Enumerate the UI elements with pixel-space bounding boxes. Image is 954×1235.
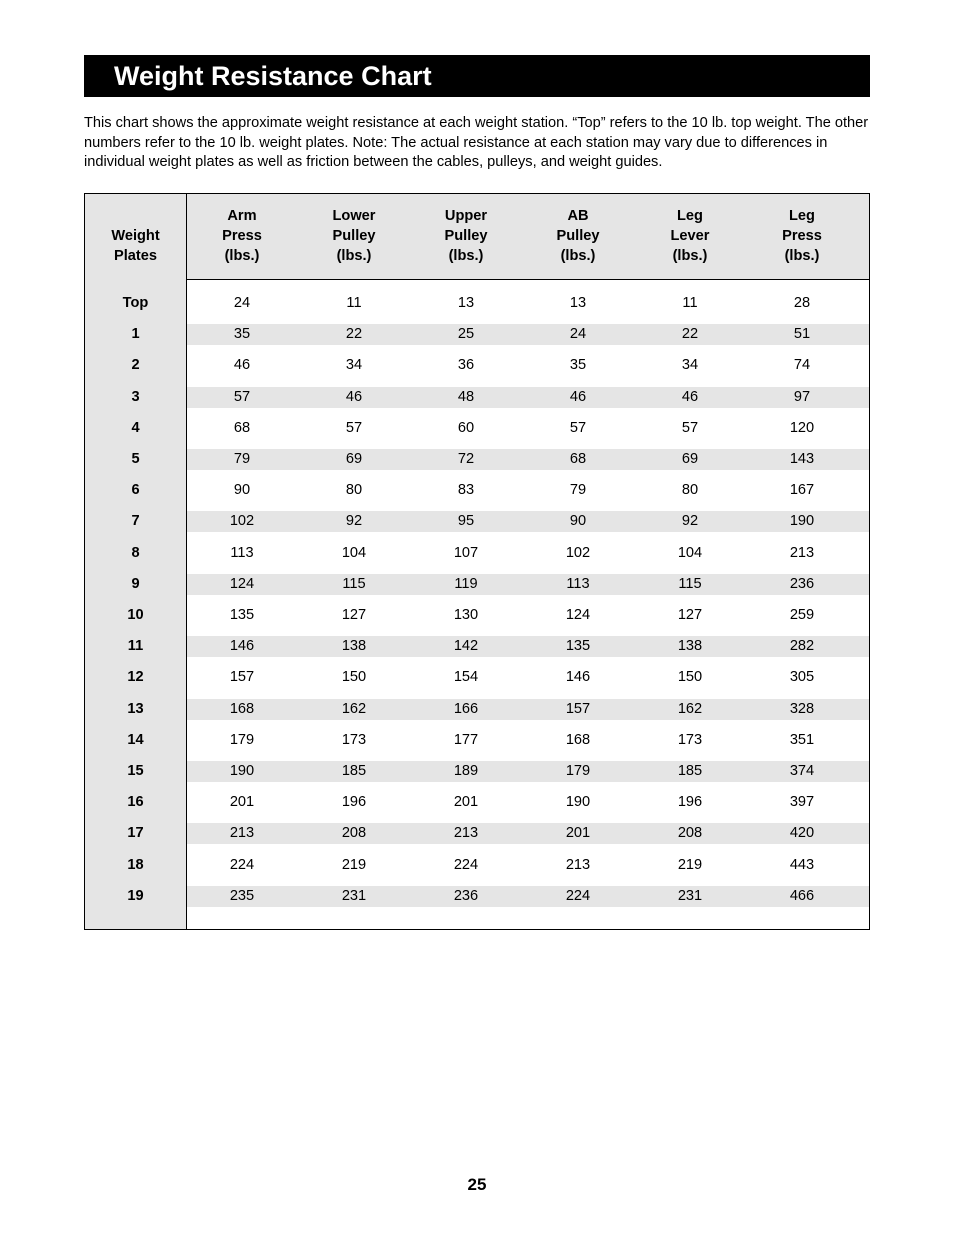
resistance-value: 213 bbox=[453, 825, 479, 841]
page-number: 25 bbox=[467, 1175, 487, 1194]
resistance-value: 374 bbox=[789, 763, 815, 779]
resistance-value: 224 bbox=[229, 857, 255, 873]
resistance-value: 236 bbox=[453, 888, 479, 904]
resistance-value: 115 bbox=[678, 576, 702, 592]
weight-plate-label: Top bbox=[122, 295, 149, 311]
resistance-value: 157 bbox=[229, 669, 255, 685]
column-header: Upper Pulley (lbs.) bbox=[444, 208, 488, 264]
resistance-value: 80 bbox=[345, 482, 363, 498]
resistance-value: 72 bbox=[457, 451, 475, 467]
table-row bbox=[85, 730, 869, 751]
resistance-value: 190 bbox=[789, 513, 815, 529]
resistance-value: 60 bbox=[457, 420, 475, 436]
weight-plate-label: 19 bbox=[127, 888, 144, 904]
table-row bbox=[85, 418, 869, 439]
table-row bbox=[85, 355, 869, 376]
resistance-value: 201 bbox=[453, 794, 479, 810]
weight-plate-label: 3 bbox=[131, 389, 140, 405]
resistance-value: 127 bbox=[341, 607, 367, 623]
table-row bbox=[85, 449, 869, 470]
resistance-value: 90 bbox=[569, 513, 587, 529]
resistance-value: 22 bbox=[681, 326, 699, 342]
table-row bbox=[85, 543, 869, 564]
resistance-value: 135 bbox=[565, 638, 591, 654]
resistance-value: 79 bbox=[569, 482, 587, 498]
resistance-value: 79 bbox=[233, 451, 251, 467]
resistance-value: 190 bbox=[565, 794, 591, 810]
resistance-value: 107 bbox=[453, 545, 479, 561]
resistance-value: 46 bbox=[345, 389, 363, 405]
resistance-value: 57 bbox=[569, 420, 587, 436]
resistance-value: 213 bbox=[789, 545, 815, 561]
resistance-value: 351 bbox=[789, 732, 815, 748]
weight-plate-label: 9 bbox=[131, 576, 140, 592]
table-row bbox=[85, 855, 869, 876]
resistance-value: 162 bbox=[341, 701, 367, 717]
resistance-value: 46 bbox=[233, 357, 251, 373]
resistance-value: 69 bbox=[681, 451, 699, 467]
weight-plate-label: 17 bbox=[127, 825, 144, 841]
resistance-value: 34 bbox=[681, 357, 699, 373]
resistance-value: 51 bbox=[793, 326, 811, 342]
resistance-value: 259 bbox=[789, 607, 815, 623]
resistance-value: 68 bbox=[569, 451, 587, 467]
resistance-value: 104 bbox=[677, 545, 703, 561]
table-row bbox=[85, 605, 869, 626]
resistance-value: 69 bbox=[345, 451, 363, 467]
resistance-value: 146 bbox=[229, 638, 255, 654]
resistance-value: 157 bbox=[565, 701, 591, 717]
resistance-value: 196 bbox=[677, 794, 703, 810]
resistance-value: 213 bbox=[229, 825, 255, 841]
weight-plate-label: 15 bbox=[127, 763, 144, 779]
resistance-value: 219 bbox=[677, 857, 703, 873]
resistance-value: 201 bbox=[565, 825, 591, 841]
resistance-value: 11 bbox=[682, 295, 698, 311]
resistance-value: 36 bbox=[457, 357, 475, 373]
resistance-value: 162 bbox=[677, 701, 703, 717]
resistance-value: 95 bbox=[457, 513, 475, 529]
weight-plate-label: 2 bbox=[131, 357, 140, 373]
page-title: Weight Resistance Chart bbox=[114, 60, 432, 91]
resistance-value: 235 bbox=[229, 888, 255, 904]
resistance-value: 119 bbox=[454, 576, 478, 592]
column-header: Leg Lever (lbs.) bbox=[670, 208, 710, 264]
resistance-value: 189 bbox=[453, 763, 479, 779]
resistance-value: 25 bbox=[457, 326, 475, 342]
resistance-value: 173 bbox=[677, 732, 703, 748]
resistance-value: 22 bbox=[345, 326, 363, 342]
resistance-value: 102 bbox=[565, 545, 591, 561]
resistance-value: 150 bbox=[341, 669, 367, 685]
resistance-value: 57 bbox=[233, 389, 251, 405]
resistance-value: 196 bbox=[341, 794, 367, 810]
resistance-value: 328 bbox=[789, 701, 815, 717]
weight-plate-label: 5 bbox=[131, 451, 140, 467]
resistance-value: 124 bbox=[565, 607, 591, 623]
resistance-value: 92 bbox=[345, 513, 363, 529]
resistance-value: 213 bbox=[565, 857, 591, 873]
weight-plate-label: 1 bbox=[131, 326, 140, 342]
resistance-value: 179 bbox=[565, 763, 591, 779]
resistance-value: 185 bbox=[677, 763, 703, 779]
resistance-value: 168 bbox=[565, 732, 591, 748]
table-row bbox=[85, 823, 869, 844]
resistance-value: 135 bbox=[229, 607, 255, 623]
resistance-value: 28 bbox=[793, 295, 811, 311]
weight-plate-label: 16 bbox=[127, 794, 144, 810]
table-row bbox=[85, 324, 869, 345]
weight-plate-label: 18 bbox=[127, 857, 144, 873]
weight-plate-label: 7 bbox=[131, 513, 140, 529]
resistance-value: 124 bbox=[229, 576, 255, 592]
weight-plate-label: 11 bbox=[127, 638, 144, 654]
resistance-value: 231 bbox=[677, 888, 703, 904]
resistance-value: 34 bbox=[345, 357, 363, 373]
resistance-value: 201 bbox=[229, 794, 255, 810]
weight-plate-label: 6 bbox=[131, 482, 140, 498]
resistance-value: 282 bbox=[789, 638, 815, 654]
resistance-value: 224 bbox=[453, 857, 479, 873]
resistance-value: 143 bbox=[789, 451, 815, 467]
table-row bbox=[85, 761, 869, 782]
resistance-value: 231 bbox=[341, 888, 367, 904]
resistance-value: 83 bbox=[457, 482, 475, 498]
resistance-value: 166 bbox=[453, 701, 479, 717]
table-row bbox=[85, 574, 869, 595]
intro-paragraph: This chart shows the approximate weight resistance at each weight station. “Top” refers to the 10 lb. top weight. The other numbers refer to the 10 lb. weight plates. Note: The actual resistance at each station may vary due to differences in individual weight plates as well as friction between the cables, pulleys, and weight guides. bbox=[84, 115, 869, 170]
title-bar bbox=[84, 55, 870, 97]
resistance-value: 142 bbox=[453, 638, 479, 654]
resistance-value: 168 bbox=[229, 701, 255, 717]
resistance-value: 48 bbox=[457, 389, 475, 405]
resistance-value: 146 bbox=[565, 669, 591, 685]
resistance-value: 138 bbox=[341, 638, 367, 654]
resistance-value: 138 bbox=[677, 638, 703, 654]
resistance-value: 208 bbox=[341, 825, 367, 841]
weight-plate-label: 13 bbox=[127, 701, 144, 717]
column-header: Lower Pulley (lbs.) bbox=[332, 208, 376, 264]
resistance-value: 13 bbox=[569, 295, 587, 311]
weight-plate-label: 10 bbox=[127, 607, 144, 623]
resistance-value: 179 bbox=[229, 732, 255, 748]
column-header: Weight Plates bbox=[111, 228, 160, 264]
table-row bbox=[85, 480, 869, 501]
resistance-value: 127 bbox=[677, 607, 703, 623]
resistance-value: 466 bbox=[789, 888, 815, 904]
resistance-value: 113 bbox=[566, 576, 590, 592]
resistance-value: 113 bbox=[230, 545, 254, 561]
resistance-value: 46 bbox=[569, 389, 587, 405]
resistance-value: 208 bbox=[677, 825, 703, 841]
table-row bbox=[85, 293, 869, 314]
resistance-value: 35 bbox=[233, 326, 251, 342]
resistance-value: 173 bbox=[341, 732, 367, 748]
table-row bbox=[85, 511, 869, 532]
resistance-value: 57 bbox=[681, 420, 699, 436]
weight-plate-label: 14 bbox=[127, 732, 144, 748]
resistance-value: 177 bbox=[453, 732, 479, 748]
weight-plate-label: 4 bbox=[131, 420, 140, 436]
resistance-value: 443 bbox=[789, 857, 815, 873]
column-header: Leg Press (lbs.) bbox=[782, 208, 822, 264]
resistance-value: 24 bbox=[569, 326, 587, 342]
weight-plate-label: 8 bbox=[131, 545, 140, 561]
resistance-value: 11 bbox=[346, 295, 362, 311]
table-row bbox=[85, 387, 869, 408]
resistance-value: 97 bbox=[793, 389, 811, 405]
resistance-value: 115 bbox=[342, 576, 366, 592]
weight-plate-label: 12 bbox=[127, 669, 144, 685]
resistance-value: 46 bbox=[681, 389, 699, 405]
table-row bbox=[85, 792, 869, 813]
resistance-value: 24 bbox=[233, 295, 251, 311]
resistance-value: 92 bbox=[681, 513, 699, 529]
resistance-value: 120 bbox=[789, 420, 815, 436]
resistance-value: 35 bbox=[569, 357, 587, 373]
resistance-value: 102 bbox=[229, 513, 255, 529]
resistance-value: 13 bbox=[457, 295, 475, 311]
table-row bbox=[85, 886, 869, 907]
resistance-value: 305 bbox=[789, 669, 815, 685]
resistance-value: 57 bbox=[345, 420, 363, 436]
table-row bbox=[85, 636, 869, 657]
resistance-value: 74 bbox=[793, 357, 811, 373]
resistance-value: 190 bbox=[229, 763, 255, 779]
resistance-value: 68 bbox=[233, 420, 251, 436]
resistance-value: 219 bbox=[341, 857, 367, 873]
resistance-value: 185 bbox=[341, 763, 367, 779]
resistance-value: 80 bbox=[681, 482, 699, 498]
table-row bbox=[85, 699, 869, 720]
resistance-value: 154 bbox=[453, 669, 479, 685]
resistance-value: 167 bbox=[789, 482, 815, 498]
resistance-value: 150 bbox=[677, 669, 703, 685]
resistance-value: 420 bbox=[789, 825, 815, 841]
column-header: Arm Press (lbs.) bbox=[222, 208, 262, 264]
table-row bbox=[85, 667, 869, 688]
resistance-value: 130 bbox=[453, 607, 479, 623]
resistance-value: 397 bbox=[789, 794, 815, 810]
resistance-value: 104 bbox=[341, 545, 367, 561]
resistance-value: 90 bbox=[233, 482, 251, 498]
resistance-value: 236 bbox=[789, 576, 815, 592]
column-header: AB Pulley (lbs.) bbox=[556, 208, 600, 264]
resistance-value: 224 bbox=[565, 888, 591, 904]
weight-resistance-table bbox=[84, 193, 870, 930]
